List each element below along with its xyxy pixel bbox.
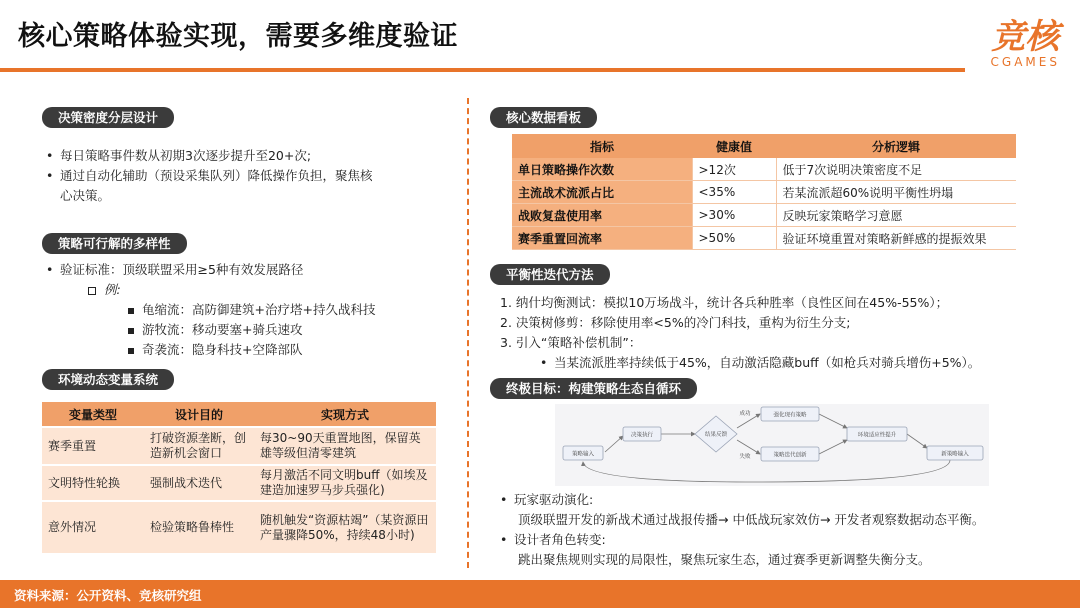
sec2-item-2: 游牧流：移动要塞+骑兵速攻 [46,320,456,340]
table-header: 设计目的 [144,402,254,427]
table-cell: >30% [692,204,776,227]
diagram-edge-fail: 失败 [739,454,751,460]
section-pill-data-board: 核心数据看板 [490,107,597,128]
balance-item-1: 1. 纳什均衡测试：模拟10万场战斗，统计各兵种胜率（良性区间在45%-55%）； [500,295,949,310]
brand-logo [990,17,1060,69]
footer-bar [0,580,1080,608]
diagram-node-new-input: 新策略输入 [941,451,969,458]
goal-bullet-2-body: 跳出聚焦规则实现的局限性，聚焦玩家生态，通过赛季更新调整失衡分支。 [518,552,931,567]
table-cell: 强制战术迭代 [144,465,254,501]
table-cell: 主流战术流派占比 [512,181,692,204]
table-cell: <35% [692,181,776,204]
table-cell: 检验策略鲁棒性 [144,501,254,553]
table-cell: 赛季重置回流率 [512,227,692,250]
sec2-bullet: • 验证标准：顶级联盟采用≥5种有效发展路径 [46,262,304,277]
table-header: 分析逻辑 [776,134,1016,158]
page-title: 核心策略体验实现，需要多维度验证 [18,21,458,52]
section-pill-strategy-diversity: 策略可行解的多样性 [42,233,187,254]
table-cell: 每月激活不同文明buff（如埃及建造加速罗马步兵强化) [254,465,436,501]
footer-source: 资料来源：公开资料、竞核研究组 [14,588,202,603]
diagram-node-strategy-input: 策略输入 [571,451,595,458]
diagram-node-result-feedback: 结果反馈 [704,432,728,438]
section-pill-ultimate-goal: 终极目标：构建策略生态自循环 [490,378,697,399]
table-row [42,501,436,553]
table-cell: 每30~90天重置地图，保留英雄等级但清零建筑 [254,427,436,465]
sec1-bullets [46,146,446,206]
table-row [512,158,1016,181]
table-cell: >50% [692,227,776,250]
table-cell: >12次 [692,158,776,181]
table-cell: 反映玩家策略学习意愿 [776,204,1016,227]
table-cell: 单日策略操作次数 [512,158,692,181]
sec1-bullet-1: • 每日策略事件数从初期3次逐步提升至20+次; [46,148,312,163]
square-bullet-icon [128,308,134,314]
table-cell: 战败复盘使用率 [512,204,692,227]
goal-bullet-1-body: 顶级联盟开发的新战术通过战报传播→ 中低战玩家效仿→ 开发者观察数据动态平衡。 [518,512,985,527]
logo-mark: 竞核 [991,17,1060,57]
table-row [512,181,1016,204]
diagram-node-decision-exec: 决策执行 [630,432,654,439]
goal-bullet-2-head: • 设计者角色转变: [500,532,606,547]
table-cell: 打破资源垄断，创造新机会窗口 [144,427,254,465]
table-cell: 赛季重置 [42,427,144,465]
table-row [42,465,436,501]
goal-bullets [500,490,1060,570]
table-header: 健康值 [692,134,776,158]
sec2-example: 例: [46,280,456,300]
hollow-square-icon [88,287,96,295]
section-pill-decision-density: 决策密度分层设计 [42,107,174,128]
sec1-bullet-2-cont: 心决策。 [60,188,111,203]
goal-bullet-1-head: • 玩家驱动演化: [500,492,594,507]
balance-item-2: 2. 决策树修剪：移除使用率<5%的冷门科技，重构为衍生分支; [500,315,851,330]
diagram-node-reinforce: 强化现有策略 [773,412,807,419]
balance-list [500,293,1060,373]
square-bullet-icon [128,328,134,334]
diagram-edge-success: 成功 [739,411,751,417]
section-pill-env-variables: 环境动态变量系统 [42,369,174,390]
table-row [42,427,436,465]
sec2-content [46,260,456,360]
table-cell: 意外情况 [42,501,144,553]
table-header: 变量类型 [42,402,144,427]
table-header: 指标 [512,134,692,158]
square-bullet-icon [128,348,134,354]
balance-item-3: 3. 引入“策略补偿机制”： [500,335,642,350]
table-row [512,227,1016,250]
table-row [512,204,1016,227]
logo-sub: CGAMES [990,55,1060,69]
column-divider [467,98,469,568]
sec2-item-3: 奇袭流：隐身科技+空降部队 [46,340,456,360]
table-header: 实现方式 [254,402,436,427]
section-pill-balance: 平衡性迭代方法 [490,264,610,285]
table-cell: 文明特性轮换 [42,465,144,501]
balance-sub: • 当某流派胜率持续低于45%，自动激活隐藏buff（如枪兵对骑兵增伤+5%）。 [540,355,981,370]
ecosystem-flow-diagram [555,404,989,486]
data-board-table [512,134,1016,250]
env-variable-table [42,402,436,553]
diagram-node-adapt: 环境适应性提升 [857,432,897,439]
table-cell: 若某流派超60%说明平衡性坍塌 [776,181,1016,204]
table-cell: 低于7次说明决策密度不足 [776,158,1016,181]
sec2-item-1: 龟缩流：高防御建筑+治疗塔+持久战科技 [46,300,456,320]
sec1-bullet-2: • 通过自动化辅助（预设采集队列）降低操作负担，聚焦核 [46,168,373,183]
table-cell: 随机触发“资源枯竭”（某资源田产量骤降50%，持续48小时) [254,501,436,553]
diagram-node-innovate: 策略迭代创新 [773,452,807,459]
table-cell: 验证环境重置对策略新鲜感的提振效果 [776,227,1016,250]
header-rule [0,68,965,72]
